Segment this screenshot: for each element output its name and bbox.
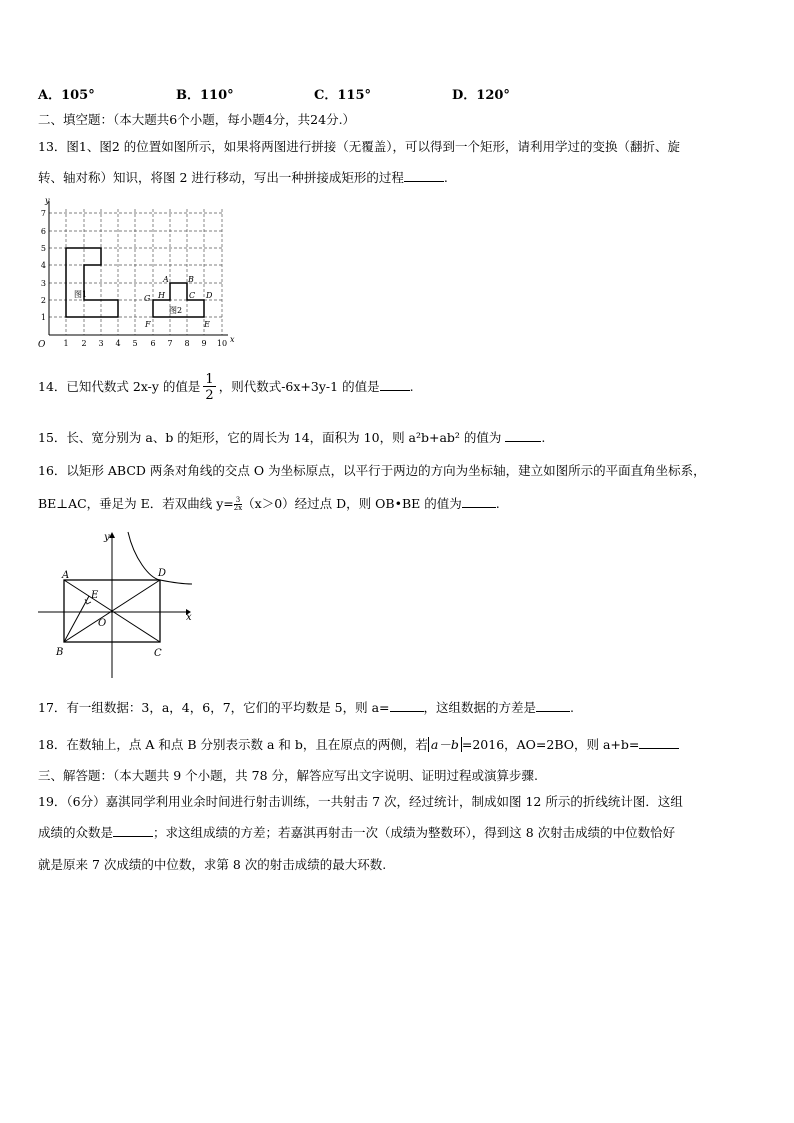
q15-line [38, 428, 545, 446]
x-tick: 5 [132, 339, 138, 348]
q13-text: 转、轴对称）知识，将图 2 进行移动，写出一种拼接成矩形的过程 [38, 170, 404, 185]
q16-line2 [38, 494, 500, 512]
q19-line3: 就是原来 7 次成绩的中位数，求第 8 次的射击成绩的最大环数. [38, 857, 387, 872]
point-d-label: D [206, 291, 213, 300]
q14-text-pre: 14．已知代数式 2x-y 的值是 [38, 379, 201, 394]
point-g-label: G [144, 294, 151, 303]
point-d-label: D [158, 568, 167, 579]
q16-fraction [234, 497, 242, 512]
x-tick: 8 [184, 339, 190, 348]
q13-answer-blank [404, 181, 444, 182]
point-h-label: H [158, 291, 165, 300]
q14-text-post: ，则代数式-6x+3y-1 的值是 [218, 379, 380, 394]
section-2-heading: 二、填空题：（本大题共6个小题，每小题4分，共24分.） [38, 112, 356, 127]
q19-line2 [38, 823, 675, 841]
x-tick: 9 [201, 339, 207, 348]
x-tick: 7 [167, 339, 173, 348]
q18-answer-blank [639, 748, 679, 749]
y-tick: 2 [40, 296, 46, 305]
y-tick: 6 [40, 227, 46, 236]
q16-text-post: （x＞0）经过点 D，则 OB•BE 的值为 [242, 496, 462, 511]
x-axis-label: x [230, 335, 235, 344]
q17-end: . [570, 700, 574, 715]
q16-text-pre: BE⊥AC，垂足为 E．若双曲线 y= [38, 496, 234, 511]
option-b: B．110° [176, 88, 234, 103]
x-axis-label: x [186, 612, 192, 623]
point-e-label: E [204, 320, 210, 329]
y-axis-label: y [104, 532, 110, 543]
segment-be [64, 596, 89, 642]
q16-line1: 16．以矩形 ABCD 两条对角线的交点 O 为坐标原点，以平行于两边的方向为坐标轴，建立如图所示的平面直角坐标系， [38, 463, 706, 478]
q16-frac-den: 2x [233, 504, 243, 512]
point-c-label: C [154, 648, 162, 659]
y-axis-label: y [45, 196, 50, 205]
q16-answer-blank [462, 507, 496, 508]
q18-abs-value: a－b [428, 737, 462, 752]
y-tick: 5 [40, 244, 46, 253]
q19-line1: 19．（6分）嘉淇同学利用业余时间进行射击训练，一共射击 7 次，经过统计，制成如图 12 所示的折线统计图．这组 [38, 794, 683, 809]
y-tick: 3 [40, 279, 46, 288]
option-d: D．120° [452, 88, 510, 103]
q17-blank-variance [536, 711, 570, 712]
figure-1-label: 图1 [74, 290, 88, 299]
q14-frac-num: 1 [205, 372, 214, 387]
x-tick: 3 [98, 339, 104, 348]
q19-text-pre: 成绩的众数是 [38, 825, 114, 840]
point-b-label: B [188, 275, 194, 284]
x-tick: 2 [81, 339, 87, 348]
q13-line2 [38, 168, 448, 186]
origin-label: O [38, 340, 46, 350]
figure-13-grid [32, 193, 242, 353]
q14-frac-den: 2 [205, 388, 214, 403]
point-b-label: B [56, 647, 64, 658]
y-tick: 4 [40, 261, 46, 270]
q13-line1: 13．图1、图2 的位置如图所示，如果将两图进行拼接（无覆盖），可以得到一个矩形，请利用学过的变换（翻折、旋 [38, 139, 681, 154]
point-o-label: O [98, 618, 107, 629]
q14-fraction [203, 373, 215, 402]
q14-end: . [409, 379, 414, 394]
q17-text-mid: ，这组数据的方差是 [423, 700, 537, 715]
q16-end: . [495, 496, 500, 511]
q17-blank-a [390, 711, 424, 712]
q16-frac-num: 3 [235, 496, 241, 504]
point-a-label: A [163, 275, 169, 284]
q15-text: 15．长、宽分别为 a、b 的矩形，它的周长为 14，面积为 10，则 a²b+ab² 的值为 [38, 430, 502, 445]
q18-text-post: =2016，AO=2BO，则 a+b= [461, 737, 640, 752]
y-tick: 1 [40, 313, 46, 322]
x-tick: 1 [63, 339, 69, 348]
q17-text-pre: 17．有一组数据：3，a，4，6，7，它们的平均数是 5，则 a= [38, 700, 390, 715]
q17-line [38, 698, 574, 716]
option-c: C．115° [314, 88, 371, 103]
q15-answer-blank [505, 441, 541, 442]
figure-16-rectangle [34, 528, 204, 686]
q19-answer-blank [113, 836, 153, 837]
q18-line [38, 735, 679, 753]
q15-end: . [541, 430, 546, 445]
q18-text-pre: 18．在数轴上，点 A 和点 B 分别表示数 a 和 b，且在原点的两侧，若 [38, 737, 428, 752]
x-tick: 6 [150, 339, 156, 348]
figure-1-shape [66, 248, 118, 317]
point-c-label: C [189, 291, 196, 300]
y-tick: 7 [40, 209, 46, 218]
x-tick: 10 [216, 339, 228, 348]
point-a-label: A [62, 570, 70, 581]
y-axis-arrow [109, 532, 115, 538]
q19-text-post: ；求这组成绩的方差；若嘉淇再射击一次（成绩为整数环），得到这 8 次射击成绩的中位数恰好 [153, 825, 676, 840]
point-e-label: E [91, 590, 99, 601]
q13-end: . [443, 170, 448, 185]
q14-line [38, 373, 414, 402]
x-tick: 4 [115, 339, 121, 348]
q14-answer-blank [380, 390, 410, 391]
point-f-label: F [145, 320, 151, 329]
section-3-heading: 三、解答题：（本大题共 9 个小题，共 78 分，解答应写出文字说明、证明过程或演算步骤. [38, 768, 538, 783]
figure-2-label: 图2 [169, 306, 183, 315]
option-a: A．105° [38, 88, 95, 103]
